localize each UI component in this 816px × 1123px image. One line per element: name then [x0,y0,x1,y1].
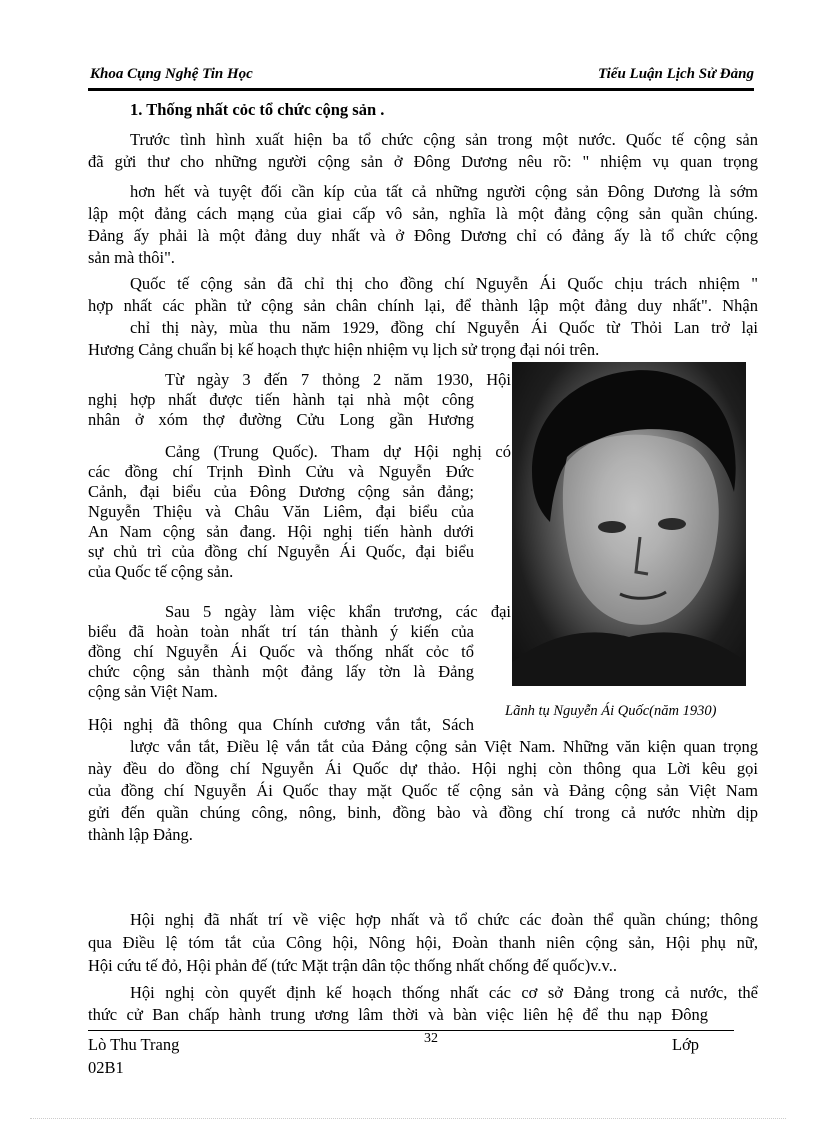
text-line: của Quốc tế cộng sản. [88,562,234,581]
photo-caption: Lãnh tụ Nguyễn Ái Quốc(năm 1930) [505,703,717,719]
text-line: chỉ thị này, mùa thu năm 1929, đồng chí Nguyễn Ái Quốc từ Thỏi Lan trở lại [130,318,758,337]
text-line: Cảng (Trung Quốc). Tham dự Hội nghị có [165,442,511,461]
text-line: qua Điều lệ tóm tắt của Công hội, Nông hội, Đoàn thanh niên cộng sản, Hội phụ nữ, [88,933,758,952]
text-line: Hương Cảng chuẩn bị kế hoạch thực hiện nhiệm vụ lịch sử trọng đại nói trên. [88,340,600,359]
text-line: chức cộng sản thành một đảng lấy tờn là Đảng [88,662,474,681]
text-line: gửi đến quần chúng công, nông, binh, đồng bào và đồng chí trong cả nước nhừn dịp [88,803,758,822]
text-line: hơn hết và tuyệt đối cần kíp của tất cả những người cộng sản Đông Dương là sớm [130,182,758,201]
footer-rule [88,1030,734,1031]
text-line: sản mà thôi". [88,248,175,267]
portrait-photo [512,362,746,686]
footer-class-label: Lớp [672,1035,700,1054]
text-line: hợp nhất các phần tử cộng sản chân chính lại, để thành lập một đảng duy nhất". Nhận [88,296,758,315]
text-line: Nguyễn Thiệu và Châu Văn Liêm, đại biểu của [88,502,474,521]
text-line: lược vắn tắt, Điều lệ vắn tắt của Đảng cộng sản Việt Nam. Những văn kiện quan trọng [130,737,758,756]
text-line: biểu đã hoàn toàn nhất trí tán thành ý kiến của [88,622,474,641]
text-line: Hội nghị còn quyết định kế hoạch thống nhất các cơ sở Đảng trong cả nước, thể [130,983,758,1002]
footer-author: Lò Thu Trang [88,1035,180,1054]
text-line: này đều do đồng chí Nguyễn Ái Quốc dự thảo. Hội nghị còn thông qua Lời kêu gọi [88,759,758,778]
text-line: các đồng chí Trịnh Đình Cửu và Nguyễn Đức [88,462,474,481]
header-right: Tiểu Luận Lịch Sử Đảng [598,66,754,82]
text-line: Sau 5 ngày làm việc khẩn trương, các đại [165,602,511,621]
text-line: thành lập Đảng. [88,825,193,844]
text-line: đồng chí Nguyễn Ái Quốc và thống nhất cỏc tổ [88,642,474,661]
header-rule [88,88,754,91]
text-line: thức cử Ban chấp hành trung ương lâm thời và bàn việc liên hệ để thu nạp Đông [88,1005,708,1024]
text-line: sự chủ trì của đồng chí Nguyễn Ái Quốc, đại biểu [88,542,474,561]
text-line: Hội nghị đã nhất trí về việc hợp nhất và tổ chức các đoàn thể quần chúng; thông [130,910,758,929]
text-line: Trước tình hình xuất hiện ba tổ chức cộng sản trong một nước. Quốc tế cộng sản [130,130,758,149]
header-left: Khoa Cụng Nghệ Tin Học [90,66,253,82]
text-line: Đảng ấy phải là một đảng duy nhất và ở Đông Dương chỉ có đảng ấy là tổ chức cộng [88,226,758,245]
text-line: của đồng chí Nguyễn Ái Quốc thay mặt Quốc tế cộng sản và Đảng cộng sản Việt Nam [88,781,758,800]
text-line: Hội nghị đã thông qua Chính cương vắn tắt, Sách [88,715,474,734]
text-line: đã gửi thư cho những người cộng sản ở Đông Dương nêu rõ: " nhiệm vụ quan trọng [88,152,758,171]
text-line: nhân ở xóm thợ đường Cửu Long gần Hương [88,410,474,429]
text-line: nghị hợp nhất được tiến hành tại nhà một công [88,390,474,409]
text-line: Từ ngày 3 đến 7 thỏng 2 năm 1930, Hội [165,370,511,389]
text-line: cộng sản Việt Nam. [88,682,218,701]
text-line: Hội cứu tế đỏ, Hội phản đế (tức Mặt trận dân tộc thống nhất chống đế quốc)v.v.. [88,956,617,975]
text-line: lập một đảng cách mạng của giai cấp vô sản, nghĩa là một đảng cộng sản quần chúng. [88,204,758,223]
text-line: Cảnh, đại biểu của Đông Dương cộng sản đảng; [88,482,474,501]
text-line: Quốc tế cộng sản đã chỉ thị cho đồng chí Nguyễn Ái Quốc chịu trách nhiệm " [130,274,758,293]
page-edge [30,1118,786,1119]
footer-class-code: 02B1 [88,1058,124,1077]
page-number: 32 [424,1031,438,1046]
section-title: 1. Thống nhất cỏc tổ chức cộng sản . [130,100,385,119]
text-line: An Nam cộng sản đang. Hội nghị tiến hành dưới [88,522,474,541]
